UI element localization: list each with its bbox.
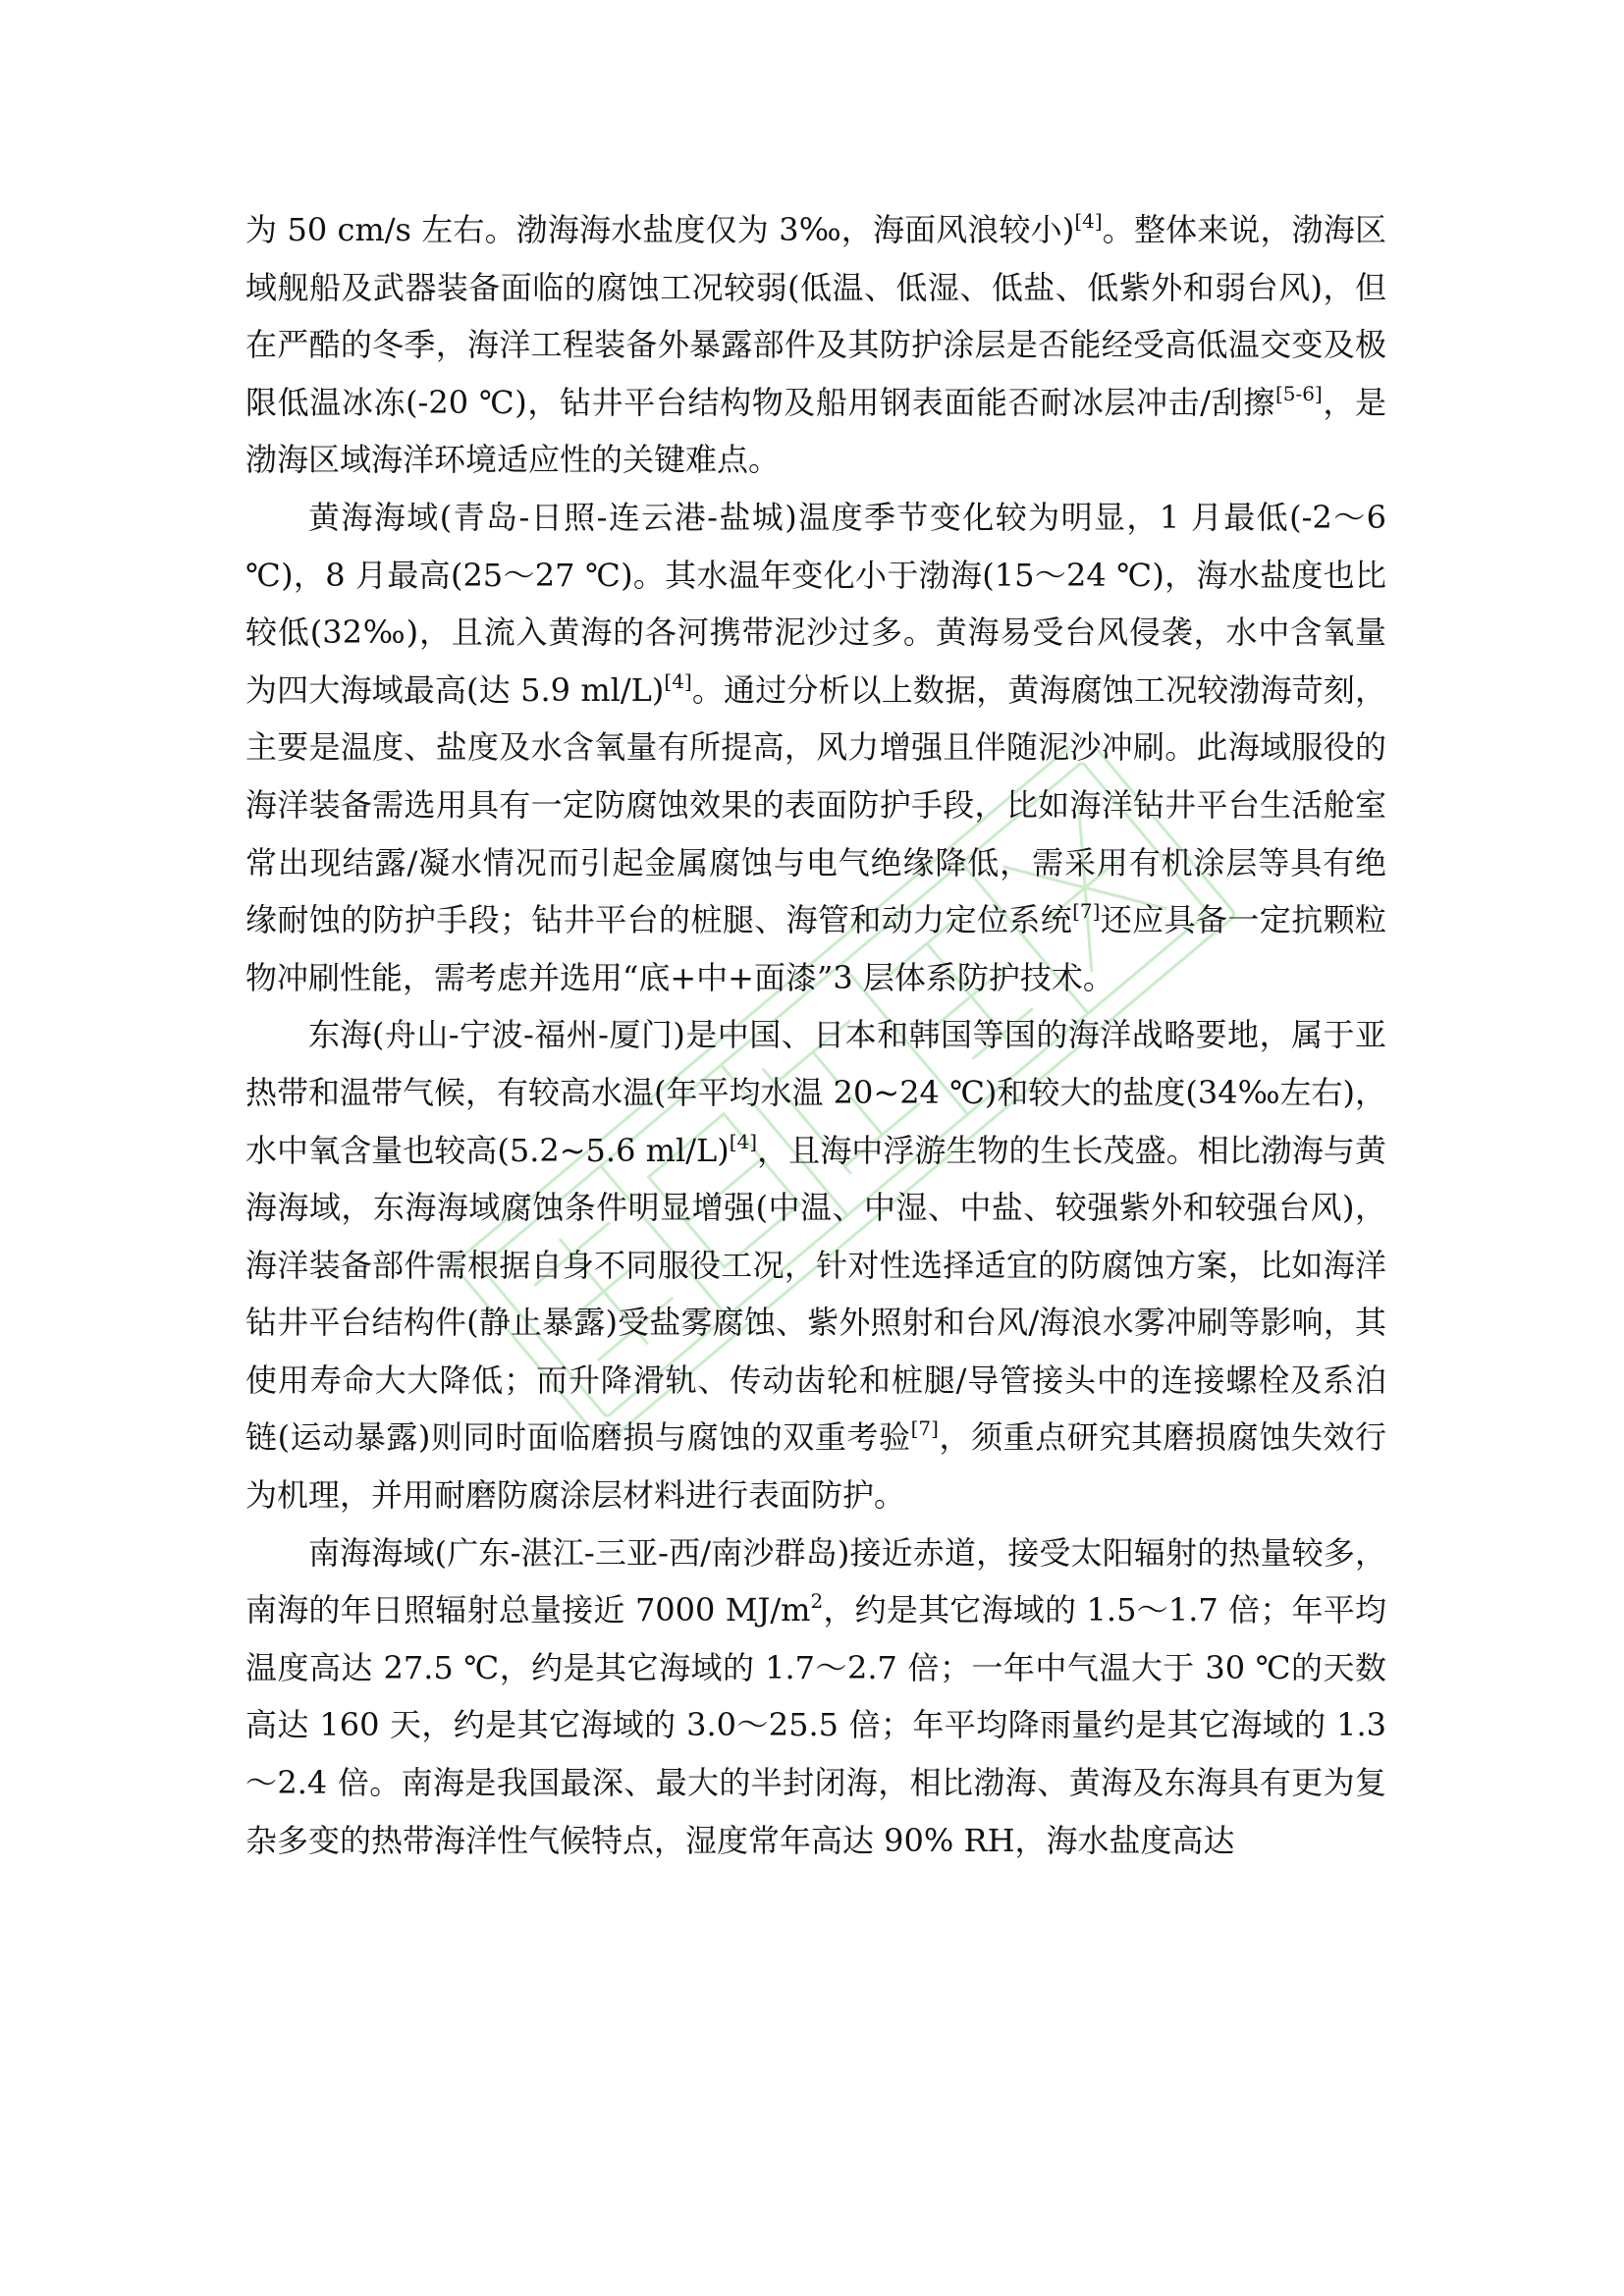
paragraph-huanghai (245, 489, 1386, 1006)
text-run: ，约是其它海域的 1.5～1.7 倍；年平均温度高达 27.5 ℃，约是其它海域的 1.7～2.7 倍；一年中气温大于 30 ℃的天数高达 160 天，约是其它海域的 3.0～25.5 倍；年平均降雨量约是其它海域的 1.3～2.4 倍。南海是我国最深、最大的半封闭海，相比渤海、黄海及东海具有更为复杂多变的热带海洋性气候特点，湿度常年高达 90% RH，海水盐度高达 (245, 1591, 1386, 1859)
paragraph-donghai (245, 1006, 1386, 1523)
text-run: 。整体来说，渤海区域舰船及武器装备面临的腐蚀工况较弱(低温、低湿、低盐、低紫外和弱台风)，但在严酷的冬季，海洋工程装备外暴露部件及其防护涂层是否能经受高低温交变及极限低温冰冻(-20 ℃)，钻井平台结构物及船用钢表面能否耐冰层冲击/刮擦 (245, 211, 1386, 421)
text-run: 还应具备一定抗颗粒物冲刷性能，需考虑并选用“底+中+面漆”3 层体系防护技术。 (245, 901, 1386, 996)
body-text (245, 201, 1386, 1869)
text-run: 南海海域(广东-湛江-三亚-西/南沙群岛)接近赤道，接受太阳辐射的热量较多，南海的年日照辐射总量接近 7000 MJ/m (245, 1533, 1386, 1629)
text-run: 黄海海域(青岛-日照-连云港-盐城)温度季节变化较为明显，1 月最低(-2～6 ℃)，8 月最高(25～27 ℃)。其水温年变化小于渤海(15～24 ℃)，海水盐度也比较低(32‰)，且流入黄海的各河携带泥沙过多。黄海易受台风侵袭，水中含氧量为四大海域最高(达 5.9 ml/L) (245, 498, 1386, 709)
text-run: ，且海中浮游生物的生长茂盛。相比渤海与黄海海域，东海海域腐蚀条件明显增强(中温、中湿、中盐、较强紫外和较强台风)，海洋装备部件需根据自身不同服役工况，针对性选择适宜的防腐蚀方案，比如海洋钻井平台结构件(静止暴露)受盐雾腐蚀、紫外照射和台风/海浪水雾冲刷等影响，其使用寿命大大降低；而升降滑轨、传动齿轮和桩腿/导管接头中的连接螺栓及系泊链(运动暴露)则同时面临磨损与腐蚀的双重考验 (245, 1131, 1386, 1457)
text-run: 。通过分析以上数据，黄海腐蚀工况较渤海苛刻，主要是温度、盐度及水含氧量有所提高，风力增强且伴随泥沙冲刷。此海域服役的海洋装备需选用具有一定防腐蚀效果的表面防护手段，比如海洋钻井平台生活舱室常出现结露/凝水情况而引起金属腐蚀与电气绝缘降低，需采用有机涂层等具有绝缘耐蚀的防护手段；钻井平台的桩腿、海管和动力定位系统 (245, 670, 1386, 939)
text-run: ，须重点研究其磨损腐蚀失效行为机理，并用耐磨防腐涂层材料进行表面防护。 (245, 1418, 1386, 1515)
text-run: 为 50 cm/s 左右。渤海海水盐度仅为 3‰，海面风浪较小) (245, 211, 1075, 248)
paragraph-bohai (245, 201, 1386, 489)
text-run: ，是渤海区域海洋环境适应性的关键难点。 (245, 383, 1386, 479)
citation-superscript: [4] (729, 1129, 758, 1153)
citation-superscript: [4] (664, 668, 692, 693)
text-run: 东海(舟山-宁波-福州-厦门)是中国、日本和韩国等国的海洋战略要地，属于亚热带和温带气候，有较高水温(年平均水温 20~24 ℃)和较大的盐度(34‰左右)，水中氧含量也较高(5.2~5.6 ml/L) (245, 1016, 1386, 1169)
citation-superscript: [4] (1074, 209, 1103, 233)
paragraph-nanhai (245, 1524, 1386, 1870)
citation-superscript: [5-6] (1274, 381, 1323, 405)
superscript: 2 (810, 1589, 824, 1614)
citation-superscript: [7] (1072, 899, 1101, 924)
citation-superscript: [7] (910, 1416, 939, 1441)
